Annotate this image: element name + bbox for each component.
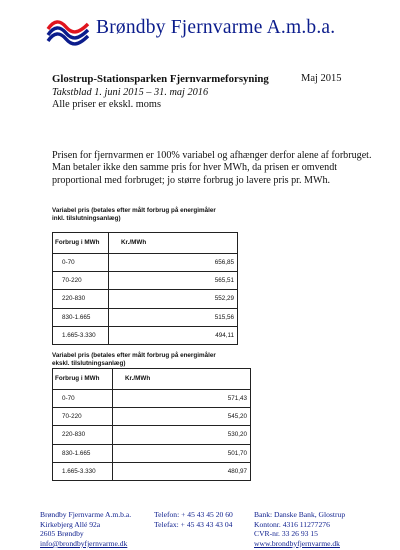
intro-paragraph: [52, 150, 372, 187]
intro-line: Man betaler ikke den samme pris for hver MWh, da prisen er omvendt: [52, 162, 338, 174]
caption-line: inkl. tilslutningsanlæg): [52, 215, 121, 223]
company-name: Brøndby Fjernvarme A.m.b.a.: [96, 17, 336, 38]
table-header-row: [53, 233, 238, 254]
footer-company: Brøndby Fjernvarme A.m.b.a.: [40, 510, 132, 519]
range-cell: 1.665-3.330: [53, 326, 109, 344]
company-logo-icon: [46, 16, 90, 46]
range-cell: 70-220: [53, 408, 113, 426]
footer-website-link[interactable]: www.brondbyfjernvarme.dk: [254, 538, 340, 548]
footer-city: 2605 Brøndby: [40, 529, 84, 539]
price-cell: 565,51: [109, 272, 238, 290]
price-note: Alle priser er ekskl. moms: [52, 99, 161, 110]
column-header-consumption: Forbrug i MWh: [53, 369, 113, 390]
table-row: [53, 272, 238, 290]
price-cell: 545,20: [113, 408, 251, 426]
table-row: [53, 290, 238, 308]
price-table-excl: [52, 368, 251, 481]
footer-email-link[interactable]: info@brondbyfjernvarme.dk: [40, 538, 128, 548]
range-cell: 830-1.665: [53, 308, 109, 326]
range-cell: 0-70: [53, 390, 113, 408]
price-cell: 552,29: [109, 290, 238, 308]
footer-fax: Telefax: + 45 43 43 43 04: [154, 519, 233, 529]
price-cell: 501,70: [113, 444, 251, 462]
table-row: [53, 408, 251, 426]
table-row: [53, 308, 238, 326]
caption-line: Variabel pris (betales efter målt forbrug på energimåler: [52, 207, 216, 214]
price-cell: 515,56: [109, 308, 238, 326]
range-cell: 0-70: [53, 254, 109, 272]
range-cell: 220-830: [53, 290, 109, 308]
table-row: [53, 254, 238, 272]
document-date: Maj 2015: [301, 73, 342, 84]
price-cell: 656,85: [109, 254, 238, 272]
footer-contact: [154, 510, 233, 529]
intro-line: Prisen for fjernvarmen er 100% variabel og afhænger derfor alene af forbruget.: [52, 150, 372, 161]
table-header-row: [53, 369, 251, 390]
column-header-price: Kr./MWh: [113, 369, 251, 390]
price-cell: 480,97: [113, 462, 251, 480]
table-row: [53, 444, 251, 462]
range-cell: 70-220: [53, 272, 109, 290]
range-cell: 220-830: [53, 426, 113, 444]
price-cell: 494,11: [109, 326, 238, 344]
footer-cvr: CVR-nr. 33 26 93 15: [254, 529, 318, 539]
range-cell: 1.665-3.330: [53, 462, 113, 480]
footer-bank-name: Bank: Danske Bank, Glostrup: [254, 510, 346, 519]
footer-phone: Telefon: + 45 43 45 20 60: [154, 510, 233, 519]
column-header-price: Kr./MWh: [109, 233, 238, 254]
table-caption: [52, 207, 216, 223]
caption-line: Variabel pris (betales efter målt forbrug på energimåler: [52, 352, 216, 359]
intro-line: proportional med forbruget; jo større forbrug jo lavere pris pr. MWh.: [52, 174, 331, 186]
footer-street: Kirkebjerg Allé 92a: [40, 519, 101, 529]
table-row: [53, 326, 238, 344]
footer-address: [40, 510, 131, 548]
price-cell: 530,20: [113, 426, 251, 444]
price-table-incl: [52, 232, 238, 345]
footer-bank: [254, 510, 345, 548]
column-header-consumption: Forbrug i MWh: [53, 233, 109, 254]
range-cell: 830-1.665: [53, 444, 113, 462]
tariff-period: Takstblad 1. juni 2015 – 31. maj 2016: [52, 87, 209, 98]
table-row: [53, 390, 251, 408]
table-row: [53, 462, 251, 480]
document-title: Glostrup-Stationsparken Fjernvarmeforsyning: [52, 73, 269, 85]
table-caption: [52, 352, 216, 368]
price-cell: 571,43: [113, 390, 251, 408]
table-row: [53, 426, 251, 444]
footer-account: Kontonr. 4316 11277276: [254, 519, 330, 529]
caption-line: ekskl. tilslutningsanlæg): [52, 360, 126, 368]
